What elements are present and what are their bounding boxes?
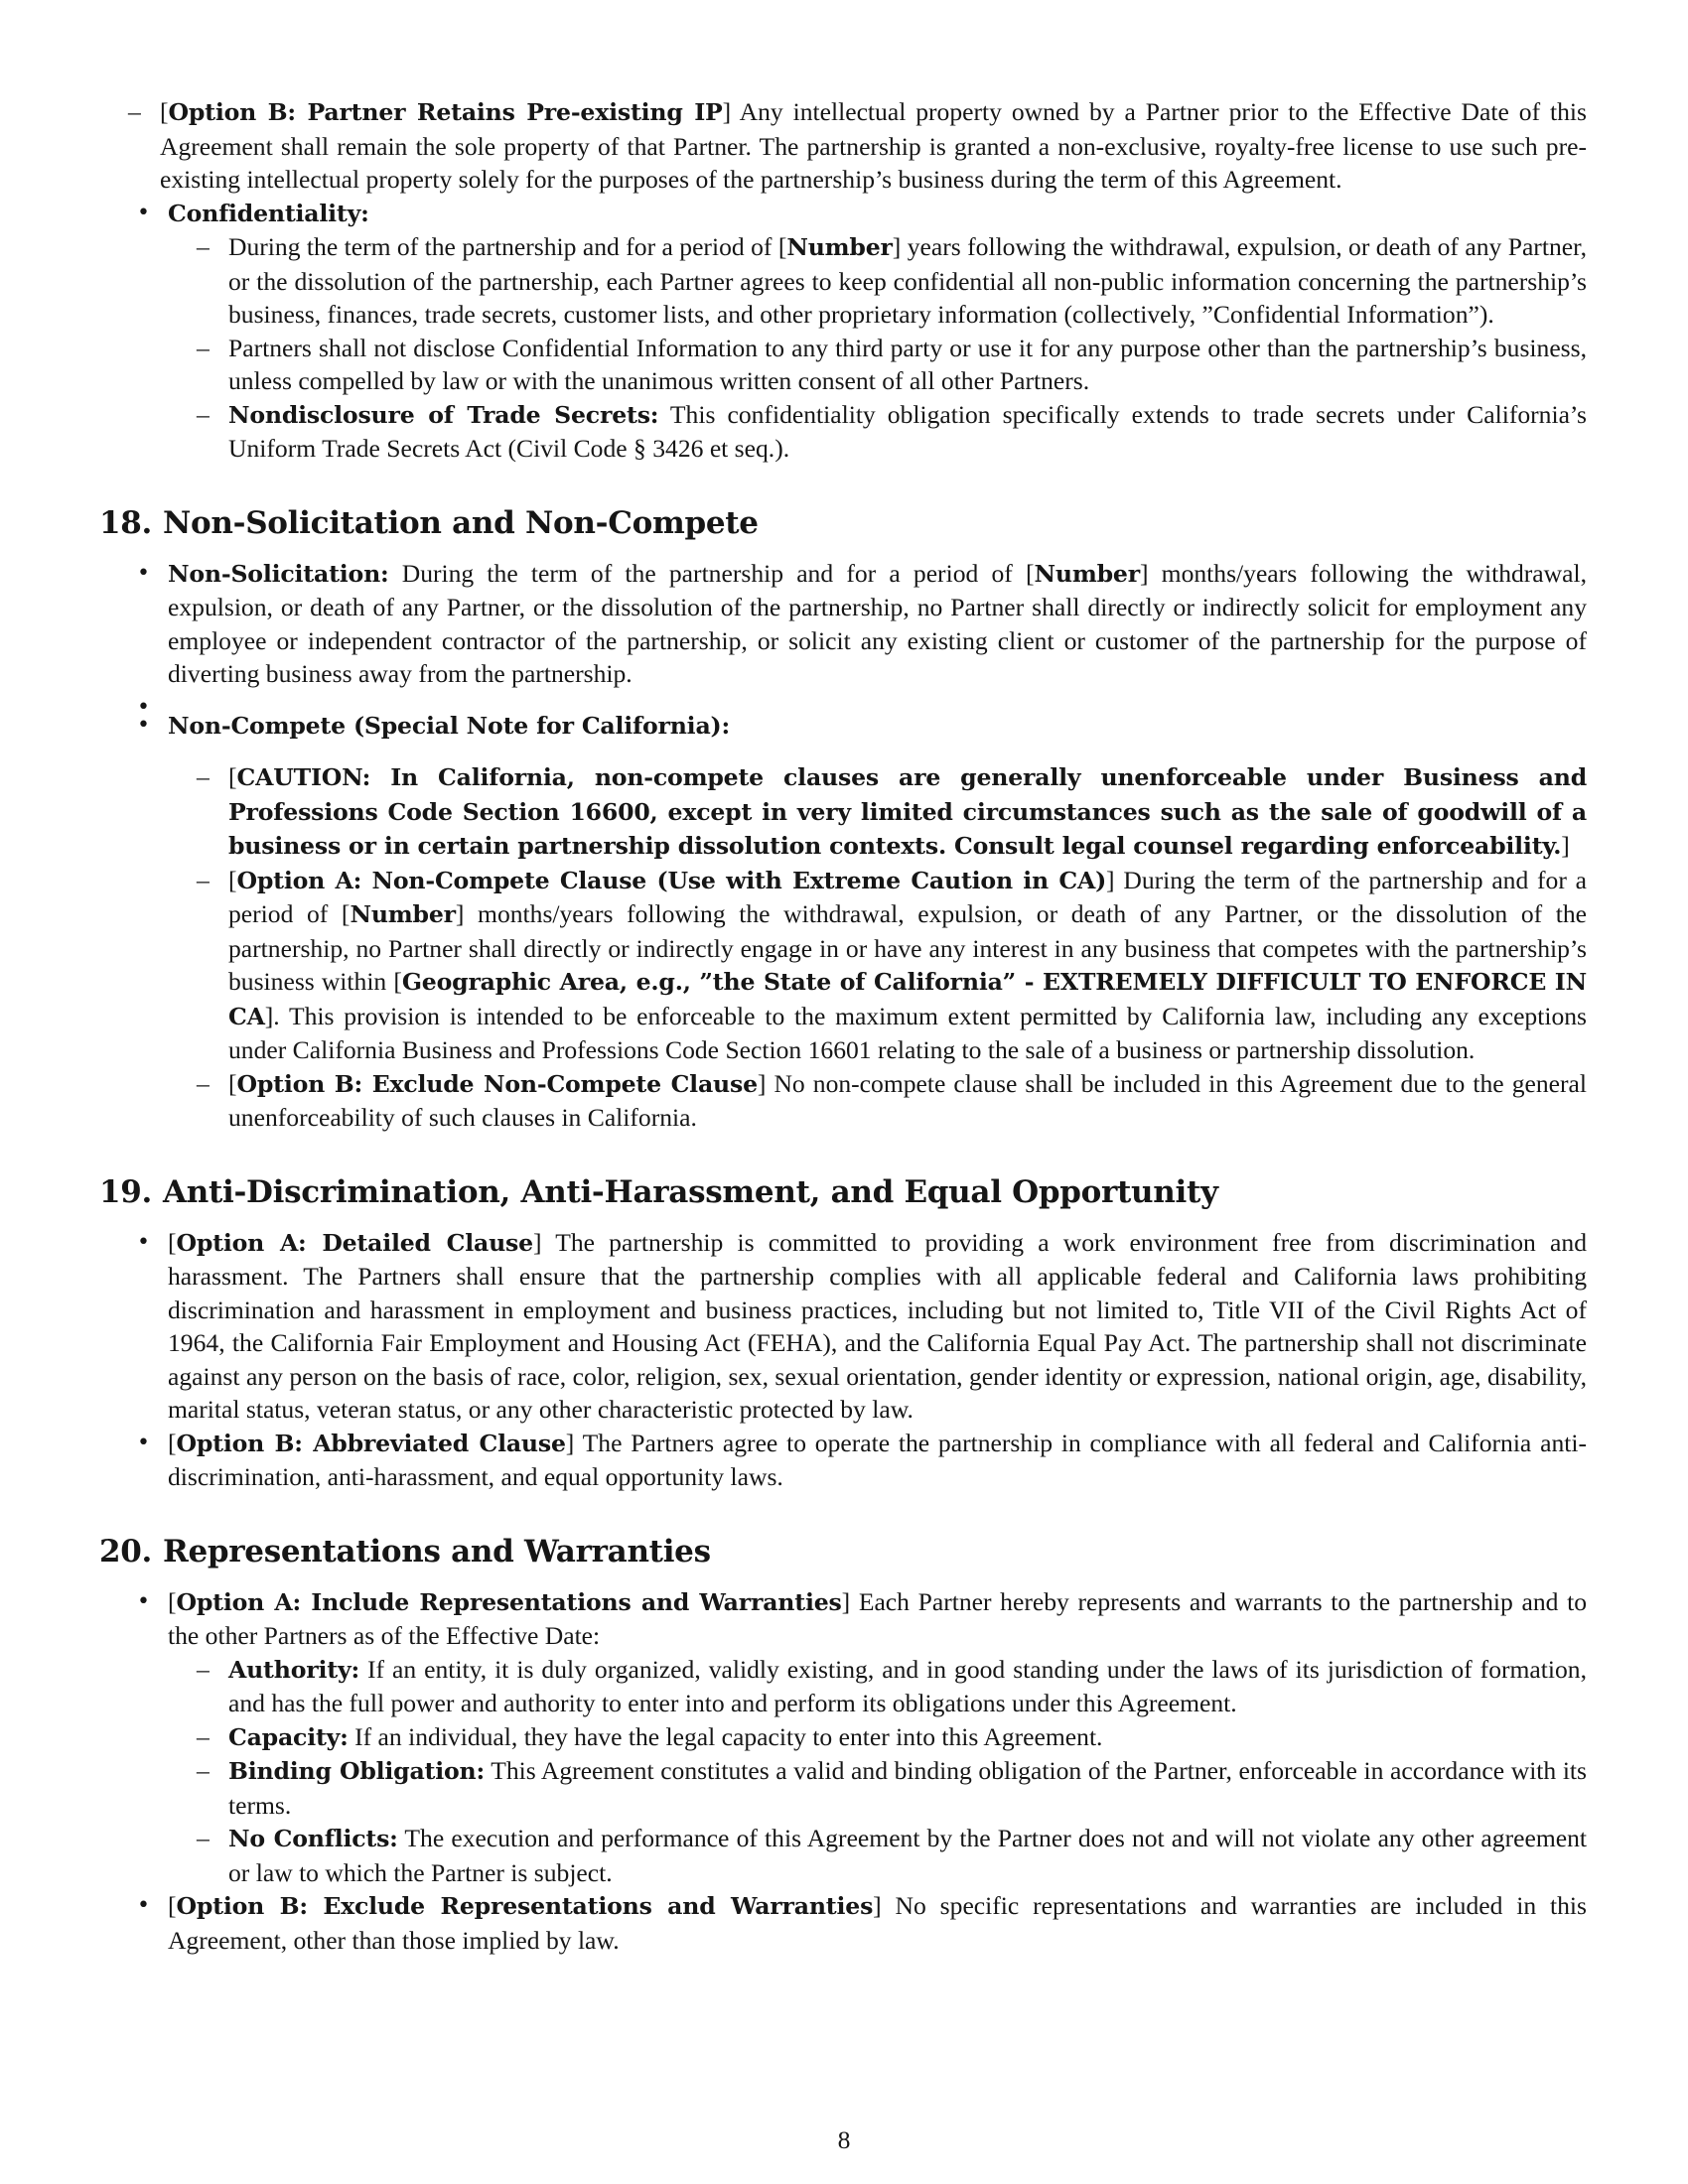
antidisc-option-a: • [Option A: Detailed Clause] The partnership is committed to providing a work environment free from discrimination and harassment. The Partners shall ensure that the partnership complies with all applicable federal and California laws prohibiting discrimination and harassment in employment and business practices, including but not limited to, Title VII of the Civil Rights Act of 1964, the California Fair Employment and Housing Act (FEHA), and the California Equal Pay Act. The partnership shall not discriminate against any person on the basis of race, color, religion, sex, sexual orientation, gender identity or expression, national origin, age, disability, marital status, veteran status, or any other characteristic protected by law.	[99, 1226, 1587, 1427]
ip-options-list	[99, 95, 1587, 197]
section-18-number: 18.	[99, 504, 153, 541]
conf-item-2	[168, 332, 1587, 398]
nonsolicit-item: • Non-Solicitation: During the term of the partnership and for a period of [Number] months/years following the withdrawal, expulsion, or death of any Partner, or the dissolution of the partnership, no Partner shall directly or indirectly solicit for employment any employee or independent contractor of the partnership, or solicit any existing client or customer of the partnership for the purpose of diverting business away from the partnership.	[99, 557, 1587, 691]
page-content	[99, 95, 1587, 1957]
section-18-title: Non-Solicitation and Non-Compete	[163, 504, 759, 541]
section-19-list	[99, 1226, 1587, 1494]
reps-option-b: • [Option B: Exclude Representations and Warranties] No specific representations and warranties are included in this Agreement, other than those implied by law.	[99, 1889, 1587, 1957]
conf-2-text: Partners shall not disclose Confidential Information to any third party or use it for any purpose other than the partnership’s business, unless compelled by law or with the unanimous written consent of all other Partners.	[228, 333, 1587, 395]
reps-item-text: If an individual, they have the legal capacity to enter into this Agreement.	[354, 1721, 1103, 1751]
reps-item-label: Binding Obligation:	[228, 1757, 486, 1785]
noncompete-option-b: – [Option B: Exclude Non-Compete Clause] No non-compete clause shall be included in this Agreement due to the general unenforceability of such clauses in California.	[168, 1067, 1587, 1135]
conf-1-post: years following the withdrawal, expulsion, or death of any Partner, or the dissolution of the partnership, each Partner agrees to keep confidential all non-public information concerning the partnership’s business, finances, trade secrets, customer lists, and other proprietary information (collectively, ”Confidential Information”).	[228, 232, 1587, 329]
noncompete-sublist	[168, 760, 1587, 1135]
conf-item-3	[168, 398, 1587, 466]
noncompete-option-a: – [Option A: Non-Compete Clause (Use with Extreme Caution in CA)] During the term of the partnership and for a period of [Number] months/years following the withdrawal, expulsion, or death of any Partner, or the dissolution of the partnership, no Partner shall directly or indirectly engage in or have any interest in any business that competes with the partnership’s business within [Geographic Area, e.g., ”the State of California” - EXTREMELY DIFFICULT TO ENFORCE IN CA]. This provision is intended to be enforceable to the maximum extent permitted by California law, including any exceptions under California Business and Professions Code Section 16601 relating to the sale of a business or partnership dissolution.	[168, 864, 1587, 1067]
spacer	[99, 691, 1587, 709]
caution-text: CAUTION: In California, non-compete clauses are generally unenforceable under Business and Professions Code Section 16600, except in very limited circumstances such as the sale of goodwill of a business or in certain partnership dissolution contexts. Consult legal counsel regarding enforceability.	[228, 763, 1587, 860]
nonsolicit-pre: During the term of the partnership and for a period of	[401, 558, 1013, 588]
section-20-list	[99, 1585, 1587, 1958]
reps-item-authority	[168, 1653, 1587, 1720]
conf-1-number: Number	[786, 233, 893, 261]
reps-item-capacity	[168, 1720, 1587, 1755]
reps-opt-a-text: Each Partner hereby represents and warrants to the partnership and to the other Partners as of the Effective Date:	[168, 1586, 1588, 1650]
confidentiality-list	[99, 197, 1587, 466]
conf-3-label: Nondisclosure of Trade Secrets:	[228, 400, 659, 429]
reps-item-label: No Conflicts:	[228, 1825, 398, 1852]
noncompete-opt-a-pre: During the term of the partnership and for a period of	[228, 865, 1588, 928]
section-20-title: Representations and Warranties	[163, 1533, 711, 1570]
noncompete-opt-a-geo: Geographic Area, e.g., ”the State of California” - EXTREMELY DIFFICULT TO ENFORCE IN CA	[228, 968, 1587, 1030]
reps-opt-a-label: Option A: Include Representations and Warranties	[176, 1587, 842, 1616]
section-20-number: 20.	[99, 1533, 153, 1570]
reps-item-text: The execution and performance of this Agreement by the Partner does not and will not violate any other agreement or law to which the Partner is subject.	[228, 1824, 1587, 1887]
section-18-heading	[99, 503, 1587, 543]
noncompete-opt-a-number: Number	[350, 900, 456, 928]
noncompete-opt-a-mid: months/years following the withdrawal, expulsion, or death of any Partner, or the dissolution of the partnership, no Partner shall directly or indirectly engage in or have any interest in any business that competes with the partnership’s business within	[228, 899, 1588, 996]
page-number: 8	[837, 2125, 851, 2154]
section-18-list	[99, 557, 1587, 1135]
section-19-title: Anti-Discrimination, Anti-Harassment, and Equal Opportunity	[163, 1173, 1218, 1210]
nonsolicit-post: months/years following the withdrawal, expulsion, or death of any Partner, or the dissolution of the partnership, no Partner shall directly or indirectly solicit for employment any employee or independent contractor of the partnership, or solicit any existing client or customer of the partnership for the purpose of diverting business away from the partnership.	[168, 558, 1588, 688]
noncompete-caution: – [CAUTION: In California, non-compete clauses are generally unenforceable under Business and Professions Code Section 16600, except in very limited circumstances such as the sale of goodwill of a business or in certain partnership dissolution contexts. Consult legal counsel regarding enforceability.]	[168, 760, 1587, 864]
ip-option-b-label: Option B: Partner Retains Pre-existing IP	[168, 98, 723, 126]
reps-item-label: Capacity:	[228, 1722, 349, 1751]
antidisc-opt-a-label: Option A: Detailed Clause	[176, 1228, 533, 1257]
ip-option-b: – [Option B: Partner Retains Pre-existing IP] Any intellectual property owned by a Partner prior to the Effective Date of this Agreement shall remain the sole property of that Partner. The partnership is granted a non-exclusive, royalty-free license to use such pre-existing intellectual property solely for the purposes of the partnership’s business during the term of this Agreement.	[31, 95, 1587, 197]
ip-option-b-text: Any intellectual property owned by a Partner prior to the Effective Date of this Agreement shall remain the sole property of that Partner. The partnership is granted a non-exclusive, royalty-free license to use such pre-existing intellectual property solely for the purposes of the partnership’s business during the term of this Agreement.	[160, 97, 1587, 194]
reps-opt-b-text: No specific representations and warranties are included in this Agreement, other than those implied by law.	[168, 1891, 1587, 1955]
noncompete-label: Non-Compete (Special Note for California):	[168, 711, 731, 740]
reps-item-binding	[168, 1754, 1587, 1822]
noncompete-opt-b-label: Option B: Exclude Non-Compete Clause	[236, 1069, 758, 1098]
antidisc-opt-b-text: The Partners agree to operate the partnership in compliance with all federal and California anti-discrimination, anti-harassment, and equal opportunity laws.	[168, 1428, 1587, 1491]
reps-opt-b-label: Option B: Exclude Representations and Warranties	[176, 1892, 874, 1920]
confidentiality-label: Confidentiality:	[168, 199, 369, 227]
noncompete-opt-a-post: . This provision is intended to be enforceable to the maximum extent permitted by California law, including any exceptions under California Business and Professions Code Section 16601 relating to the sale of a business or partnership dissolution.	[228, 1001, 1587, 1064]
antidisc-option-b: • [Option B: Abbreviated Clause] The Partners agree to operate the partnership in compliance with all federal and California anti-discrimination, anti-harassment, and equal opportunity laws.	[99, 1427, 1587, 1494]
conf-item-1: – During the term of the partnership and for a period of [Number] years following the withdrawal, expulsion, or death of any Partner, or the dissolution of the partnership, each Partner agrees to keep confidential all non-public information concerning the partnership’s business, finances, trade secrets, customer lists, and other proprietary information (collectively, ”Confidential Information”).	[168, 230, 1587, 332]
nonsolicit-number: Number	[1034, 559, 1140, 588]
conf-1-pre: During the term of the partnership and for a period of	[228, 232, 773, 261]
reps-item-label: Authority:	[228, 1655, 359, 1684]
section-20-heading	[99, 1532, 1587, 1571]
conf-3-text: This confidentiality obligation specifically extends to trade secrets under California’s Uniform Trade Secrets Act (Civil Code § 3426 et seq.).	[228, 399, 1587, 463]
antidisc-opt-b-label: Option B: Abbreviated Clause	[176, 1429, 566, 1457]
confidentiality-sublist	[168, 230, 1587, 466]
noncompete-item	[99, 709, 1587, 1135]
noncompete-opt-b-text: No non-compete clause shall be included in this Agreement due to the general unenforceability of such clauses in California.	[228, 1068, 1588, 1132]
reps-item-text: This Agreement constitutes a valid and binding obligation of the Partner, enforceable in accordance with its terms.	[228, 1756, 1588, 1820]
section-19-number: 19.	[99, 1173, 153, 1210]
antidisc-opt-a-text: The partnership is committed to providing a work environment free from discrimination and harassment. The Partners shall ensure that the partnership complies with all applicable federal and California laws prohibiting discrimination and harassment in employment and business practices, including but not limited to, Title VII of the Civil Rights Act of 1964, the California Fair Employment and Housing Act (FEHA), and the California Equal Pay Act. The partnership shall not discriminate against any person on the basis of race, color, religion, sex, sexual orientation, gender identity or expression, national origin, age, disability, marital status, veteran status, or any other characteristic protected by law.	[168, 1227, 1587, 1424]
reps-option-a: • [Option A: Include Representations and Warranties] Each Partner hereby represents and warrants to the partnership and to the other Partners as of the Effective Date: – Authority: If an entity, it is duly organized, validly existing, and in good standing under the laws of its jurisdiction of formation, and has the full power and authority to enter into and perform its obligations under this Agreement. – Capacity: If an individual, they have the legal capacity to enter into this Agreement. – Binding Obligation: This Agreement constitutes a valid and binding obligation of the Partner, enforceable in accordance with its terms. – No Conflicts: The execution and performance of this Agreement by the Partner does not and will not violate any other agreement or law to which the Partner is subject.	[99, 1585, 1587, 1890]
reps-sublist	[168, 1653, 1587, 1890]
section-19-heading	[99, 1172, 1587, 1212]
confidentiality-item	[99, 197, 1587, 466]
noncompete-opt-a-label: Option A: Non-Compete Clause (Use with Extreme Caution in CA)	[236, 866, 1107, 894]
nonsolicit-label: Non-Solicitation:	[168, 559, 389, 588]
reps-item-text: If an entity, it is duly organized, validly existing, and in good standing under the laws of its jurisdiction of formation, and has the full power and authority to enter into and perform its obligations under this Agreement.	[228, 1654, 1588, 1717]
reps-item-no-conflicts	[168, 1822, 1587, 1889]
